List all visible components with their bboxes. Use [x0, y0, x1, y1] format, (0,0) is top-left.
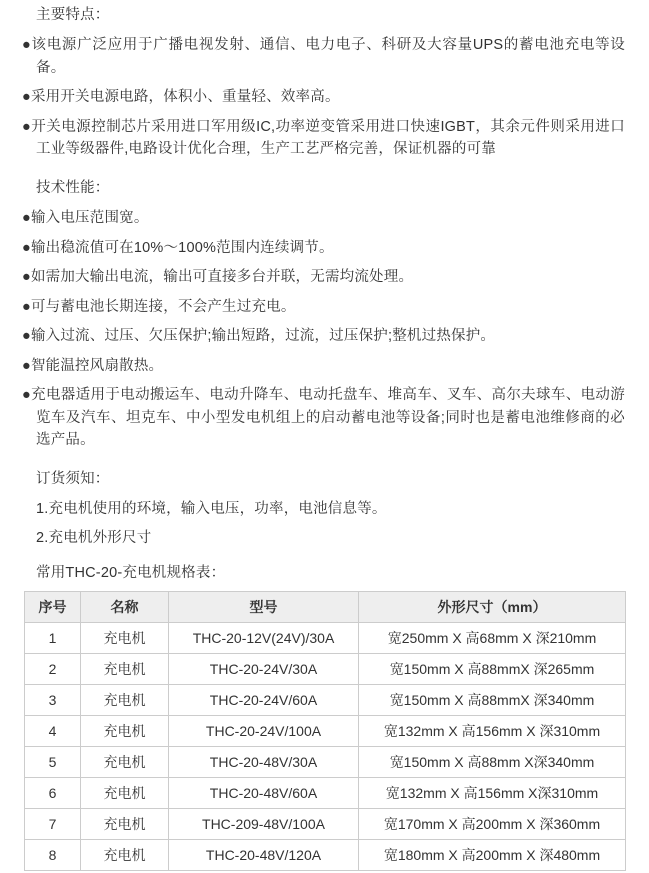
- spec-table: [24, 591, 626, 871]
- table-row: [25, 623, 626, 654]
- feature-item-3: ●开关电源控制芯片采用进口军用级IC,功率逆变管采用进口快速IGBT，其余元件则采用进口工业等级器件,电路设计优化合理，生产工艺严格完善，保证机器的可靠: [22, 118, 625, 158]
- document-page: [0, 4, 649, 871]
- performance-item-3: ●如需加大输出电流，输出可直接多台并联，无需均流处理。: [22, 269, 414, 286]
- table-cell-index: 3: [25, 685, 81, 716]
- table-cell-index: 4: [25, 716, 81, 747]
- table-cell-dimensions: 宽132mm X 高156mm X 深310mm: [359, 716, 626, 747]
- table-cell-dimensions: 宽170mm X 高200mm X 深360mm: [359, 809, 626, 840]
- table-header-cell: 型号: [169, 592, 359, 623]
- table-header-cell: 序号: [25, 592, 81, 623]
- table-cell-index: 7: [25, 809, 81, 840]
- table-cell-name: 充电机: [81, 840, 169, 871]
- table-cell-model: THC-209-48V/100A: [169, 809, 359, 840]
- table-cell-name: 充电机: [81, 747, 169, 778]
- table-row: [25, 809, 626, 840]
- performance-item-2: ●输出稳流值可在10%～100%范围内连续调节。: [22, 239, 334, 256]
- table-cell-name: 充电机: [81, 778, 169, 809]
- table-cell-name: 充电机: [81, 654, 169, 685]
- feature-item-2: ●采用开关电源电路，体积小、重量轻、效率高。: [22, 89, 340, 106]
- table-cell-model: THC-20-24V/30A: [169, 654, 359, 685]
- table-row: [25, 716, 626, 747]
- section-heading-performance: 技术性能：: [36, 179, 110, 196]
- table-cell-model: THC-20-48V/30A: [169, 747, 359, 778]
- section-heading-features: 主要特点：: [36, 7, 110, 23]
- table-cell-index: 2: [25, 654, 81, 685]
- table-cell-model: THC-20-48V/120A: [169, 840, 359, 871]
- table-cell-dimensions: 宽180mm X 高200mm X 深480mm: [359, 840, 626, 871]
- table-cell-name: 充电机: [81, 716, 169, 747]
- table-caption: 常用THC-20-充电机规格表：: [36, 564, 226, 581]
- table-cell-model: THC-20-12V(24V)/30A: [169, 623, 359, 654]
- performance-item-6: ●智能温控风扇散热。: [22, 357, 164, 374]
- section-heading-order-notice: 订货须知：: [36, 470, 110, 487]
- table-cell-name: 充电机: [81, 623, 169, 654]
- order-notice-item-2: 2.充电机外形尺寸: [36, 530, 152, 547]
- table-cell-dimensions: 宽150mm X 高88mmX 深265mm: [359, 654, 626, 685]
- performance-item-1: ●输入电压范围宽。: [22, 210, 149, 227]
- table-cell-dimensions: 宽150mm X 高88mmX 深340mm: [359, 685, 626, 716]
- table-row: [25, 778, 626, 809]
- spacer: [0, 459, 649, 464]
- table-row: [25, 840, 626, 871]
- table-cell-model: THC-20-24V/60A: [169, 685, 359, 716]
- spacer: [0, 168, 649, 173]
- table-header-cell: 外形尺寸（mm）: [359, 592, 626, 623]
- table-cell-dimensions: 宽150mm X 高88mm X深340mm: [359, 747, 626, 778]
- table-cell-index: 6: [25, 778, 81, 809]
- table-cell-index: 5: [25, 747, 81, 778]
- feature-item-1: ●该电源广泛应用于广播电视发射、通信、电力电子、科研及大容量UPS的蓄电池充电等设备。: [22, 37, 625, 76]
- table-row: [25, 654, 626, 685]
- table-cell-dimensions: 宽132mm X 高156mm X深310mm: [359, 778, 626, 809]
- order-notice-item-1: 1.充电机使用的环境，输入电压，功率，电池信息等。: [36, 500, 387, 517]
- table-cell-index: 8: [25, 840, 81, 871]
- table-cell-model: THC-20-24V/100A: [169, 716, 359, 747]
- performance-item-4: ●可与蓄电池长期连接，不会产生过充电。: [22, 298, 296, 315]
- table-row: [25, 747, 626, 778]
- table-header-row: [25, 592, 626, 623]
- table-cell-index: 1: [25, 623, 81, 654]
- table-row: [25, 685, 626, 716]
- performance-item-7: ●充电器适用于电动搬运车、电动升降车、电动托盘车、堆高车、叉车、高尔夫球车、电动游览车及汽车、坦克车、中小型发电机组上的启动蓄电池等设备;同时也是蓄电池维修商的必选产品。: [22, 387, 625, 449]
- table-cell-model: THC-20-48V/60A: [169, 778, 359, 809]
- table-cell-dimensions: 宽250mm X 高68mm X 深210mm: [359, 623, 626, 654]
- table-header-cell: 名称: [81, 592, 169, 623]
- performance-item-5: ●输入过流、过压、欠压保护;输出短路，过流，过压保护;整机过热保护。: [22, 328, 496, 345]
- table-cell-name: 充电机: [81, 685, 169, 716]
- table-cell-name: 充电机: [81, 809, 169, 840]
